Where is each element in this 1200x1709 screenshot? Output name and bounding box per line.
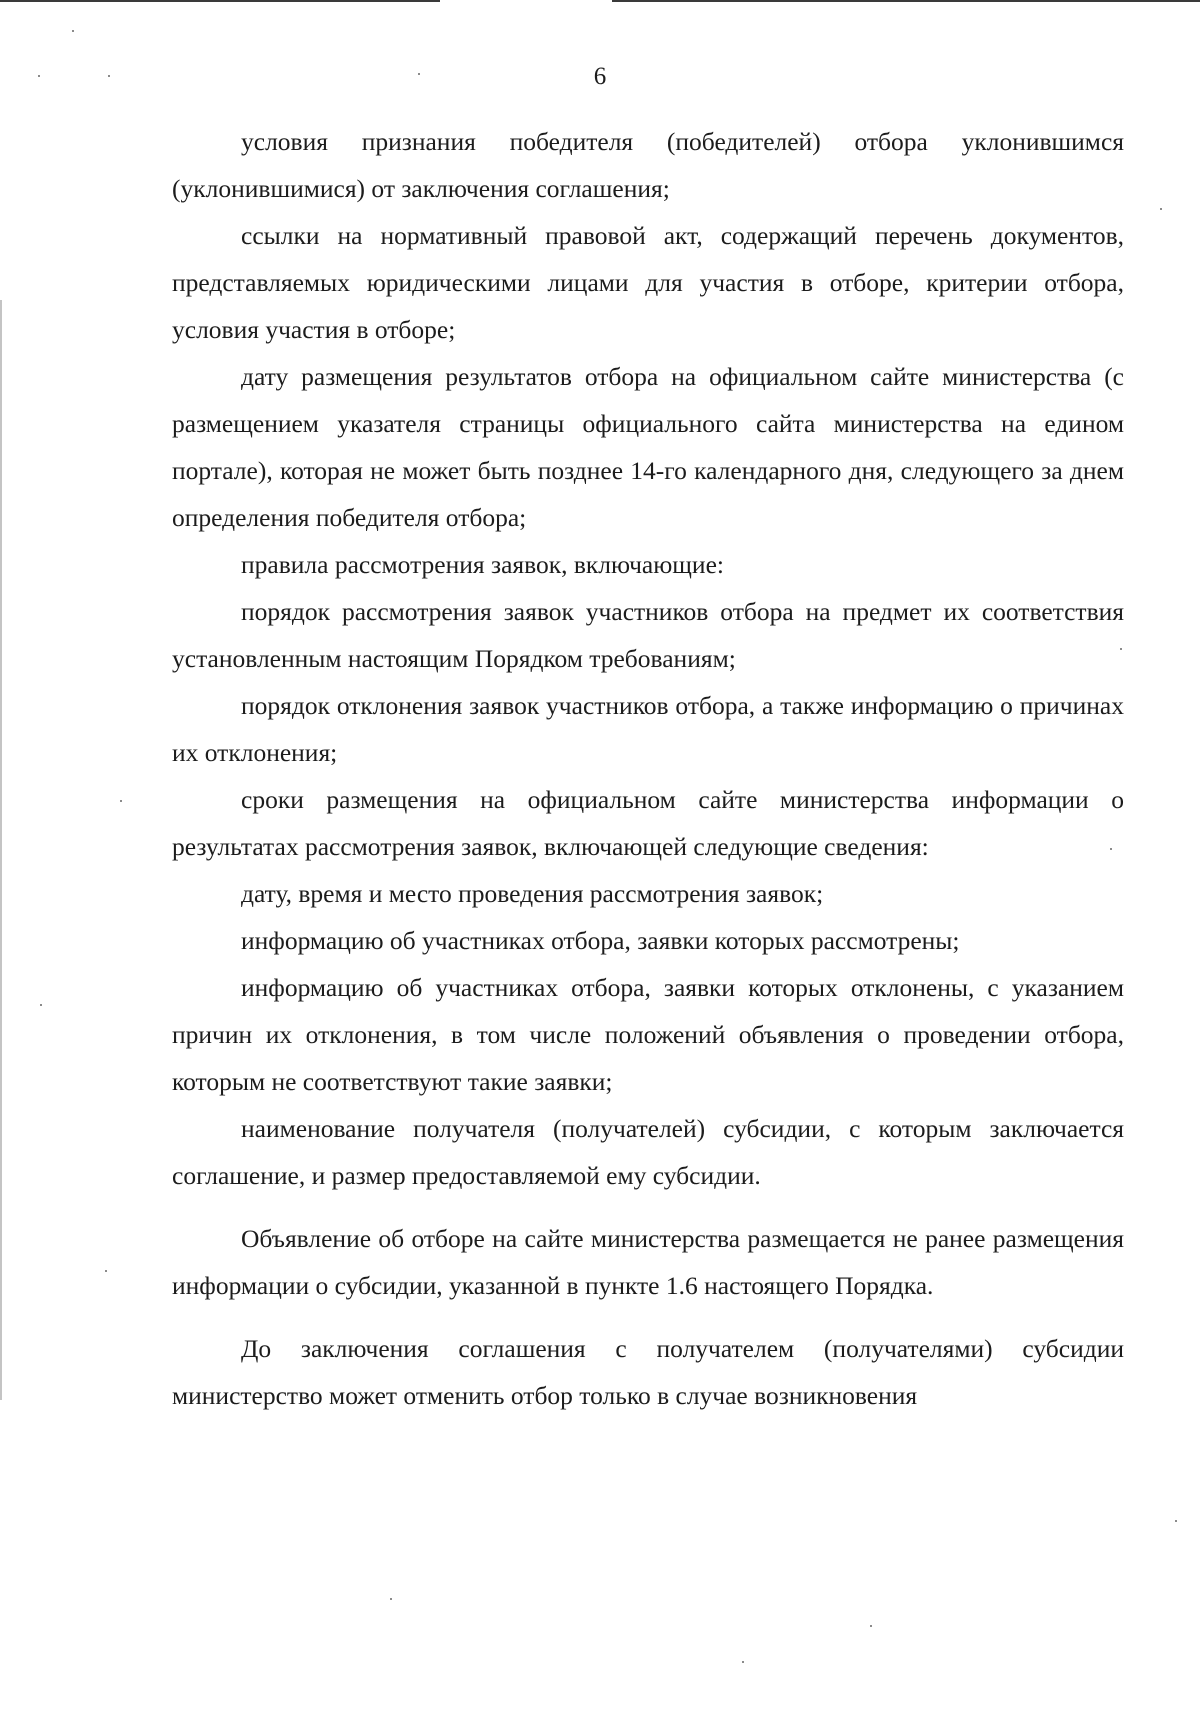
paragraph: дату, время и место проведения рассмотрения заявок; <box>241 879 824 908</box>
paragraph: наименование получателя (получателей) субсидии, с которым заключается соглашение, и размер предоставляемой ему субсидии. <box>172 1114 1124 1190</box>
paragraph: дату размещения результатов отбора на официальном сайте министерства (с размещением указателя страницы официального сайта министерства на едином портале), которая не может быть позднее 14-го календарного дня, следующего за днем определения победителя отбора; <box>172 362 1124 532</box>
scan-speck <box>120 800 122 802</box>
paragraph: До заключения соглашения с получателем (получателями) субсидии министерство может отменить отбор только в случае возникновения <box>172 1334 1124 1410</box>
paragraph: условия признания победителя (победителей) отбора уклонившимся (уклонившимися) от заключения соглашения; <box>172 127 1124 203</box>
scan-edge-left <box>0 300 2 1400</box>
paragraph: сроки размещения на официальном сайте министерства информации о результатах рассмотрения заявок, включающей следующие сведения: <box>172 785 1124 861</box>
paragraph: правила рассмотрения заявок, включающие: <box>241 550 724 579</box>
scan-speck <box>40 1004 42 1006</box>
paragraph: Объявление об отборе на сайте министерства размещается не ранее размещения информации о субсидии, указанной в пункте 1.6 настоящего Порядка. <box>172 1224 1124 1300</box>
paragraph: информацию об участниках отбора, заявки которых отклонены, с указанием причин их отклонения, в том числе положений объявления о проведении отбора, которым не соответствуют такие заявки; <box>172 973 1124 1096</box>
scan-speck <box>1175 1520 1177 1522</box>
paragraph: ссылки на нормативный правовой акт, содержащий перечень документов, представляемых юридическими лицами для участия в отборе, критерии отбора, условия участия в отборе; <box>172 221 1124 344</box>
paragraph: информацию об участниках отбора, заявки которых рассмотрены; <box>241 926 960 955</box>
paragraph: порядок рассмотрения заявок участников отбора на предмет их соответствия установленным настоящим Порядком требованиям; <box>172 597 1124 673</box>
scan-speck <box>870 1625 872 1627</box>
scan-speck <box>1160 208 1162 210</box>
scan-speck <box>742 1661 744 1663</box>
scan-speck <box>105 1270 107 1272</box>
scan-edge-top-left <box>0 0 440 2</box>
body-text <box>172 118 1124 1419</box>
scan-speck <box>72 30 74 32</box>
page-number: 6 <box>593 63 607 90</box>
paragraph: порядок отклонения заявок участников отбора, а также информацию о причинах их отклонения; <box>172 691 1124 767</box>
scan-speck <box>390 1598 392 1600</box>
scan-edge-top-right <box>612 0 1200 2</box>
